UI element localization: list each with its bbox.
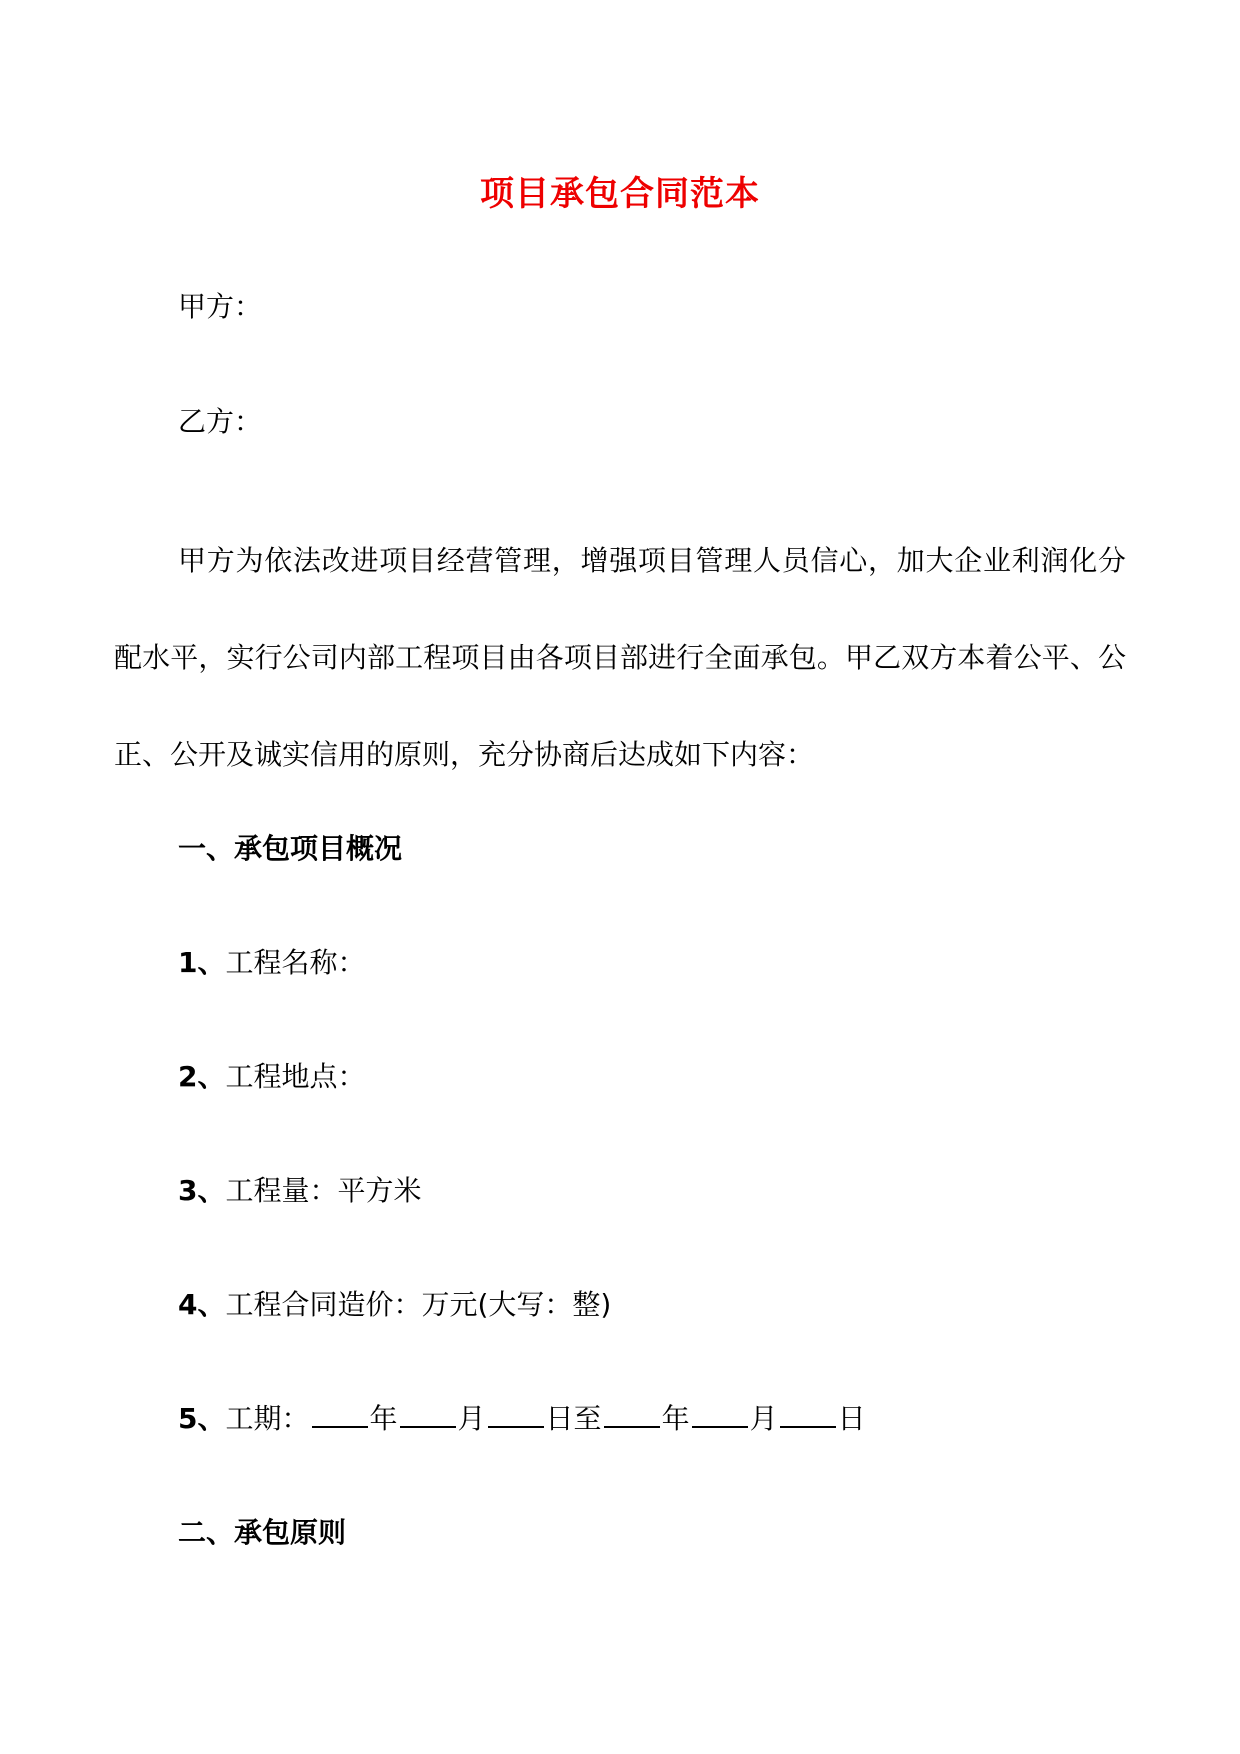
item-project-name: [178, 943, 366, 983]
item-number: 5: [178, 1402, 198, 1435]
end-day-unit: 日: [837, 1402, 866, 1435]
item-separator: 、: [197, 1174, 226, 1207]
preamble-paragraph: 甲方为依法改进项目经营管理，增强项目管理人员信心，加大企业利润化分配水平，实行公司内部工程项目由各项目部进行全面承包。甲乙双方本着公平、公正、公开及诚实信用的原则，充分协商后达成如下内容：: [114, 544, 1126, 771]
start-month-unit: 月: [457, 1402, 486, 1435]
item-number: 1: [178, 946, 198, 979]
item-separator: 、: [197, 1288, 226, 1321]
end-year-blank[interactable]: [604, 1400, 660, 1428]
item-separator: 、: [197, 946, 226, 979]
start-year-blank[interactable]: [312, 1400, 368, 1428]
party-b-label: 乙方：: [178, 405, 263, 438]
party-a-label: 甲方：: [178, 290, 263, 323]
start-day-unit: 日至: [545, 1402, 602, 1435]
item-number: 4: [178, 1288, 198, 1321]
item-number: 2: [178, 1060, 198, 1093]
section-1-heading: 一、承包项目概况: [178, 832, 403, 865]
item-text: 工程地点：: [225, 1060, 366, 1093]
section-2-heading: 二、承包原则: [178, 1516, 347, 1549]
item-project-quantity: [178, 1171, 422, 1211]
end-month-unit: 月: [749, 1402, 778, 1435]
end-month-blank[interactable]: [692, 1400, 748, 1428]
item-separator: 、: [197, 1402, 226, 1435]
period-label: 工期：: [225, 1402, 310, 1435]
start-day-blank[interactable]: [488, 1400, 544, 1428]
item-text: 工程量：平方米: [225, 1174, 422, 1207]
item-text: 工程名称：: [225, 946, 366, 979]
start-year-unit: 年: [369, 1402, 398, 1435]
item-contract-price: [178, 1285, 611, 1325]
item-text: 工程合同造价：万元(大写：整): [225, 1288, 612, 1321]
start-month-blank[interactable]: [400, 1400, 456, 1428]
item-project-location: [178, 1057, 366, 1097]
item-number: 3: [178, 1174, 198, 1207]
end-year-unit: 年: [661, 1402, 690, 1435]
item-construction-period: [178, 1399, 866, 1439]
item-separator: 、: [197, 1060, 226, 1093]
end-day-blank[interactable]: [780, 1400, 836, 1428]
document-title: 项目承包合同范本: [480, 174, 760, 214]
